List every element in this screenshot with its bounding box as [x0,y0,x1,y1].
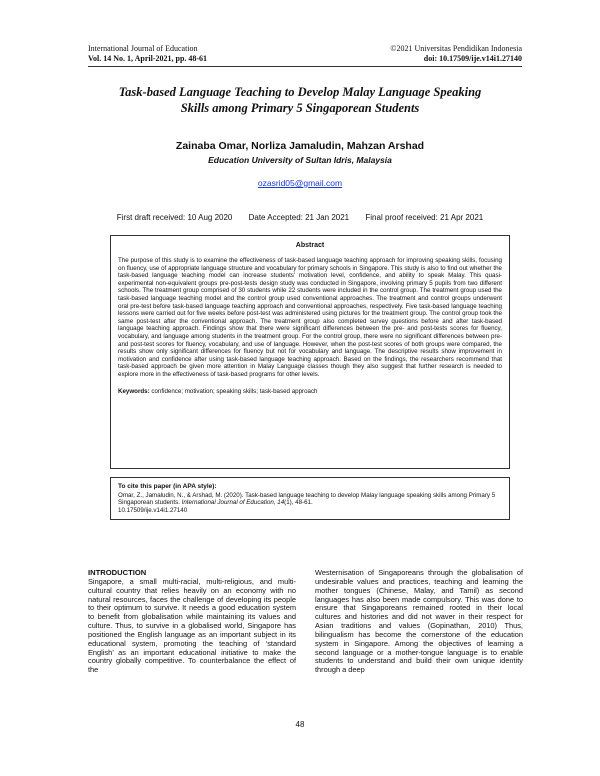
title-line-2: Skills among Primary 5 Singaporean Students [180,101,420,115]
keywords-label: Keywords: [118,387,150,395]
body-column-right [315,569,523,675]
page-number: 48 [295,720,305,729]
citation-box [110,477,510,520]
introduction-heading: INTRODUCTION [88,568,147,577]
journal-header-right [390,44,522,64]
affiliation: Education University of Sultan Idris, Malaysia [208,155,392,165]
citation-body: Omar, Z., Jamaludin, N., & Arshad, M. (2020). Task-based language teaching to develop Malay language speaking skills among Primary 5 Singaporean students. [118,492,496,507]
header-divider [88,66,522,67]
journal-volume: Vol. 14 No. 1, April-2021, pp. 48-61 [88,54,208,63]
introduction-paragraph-left: Singapore, a small multi-racial, multi-religious, and multi-cultural country that relies heavily on an economy with no natural resources, faces the challenge of developing its people to their optimum to survive. It needs a good education system to benefit from globalisation while maintaining its values and culture. Thus, to survive in a globalised world, Singapore has positioned the English language as an important subject in its educational system, promoting the teaching of ‘standard English’ as an important educational initiative to make the country globally competitive. To counterbalance the effect of the [88,576,296,675]
citation-issue: (1), 48-61. [284,499,313,507]
doi: doi: 10.17509/ije.v14i1.27140 [423,54,522,63]
first-draft-date: First draft received: 10 Aug 2020 [116,213,233,222]
email-link[interactable]: ozasrid05@gmail.com [257,178,343,188]
abstract-box [110,235,510,469]
journal-name: International Journal of Education [88,44,198,53]
citation-journal: International Journal of Education, 14 [181,499,285,507]
submission-dates [70,213,530,222]
citation-text [118,492,502,514]
introduction-paragraph-right: Westernisation of Singaporeans through the globalisation of undesirable values and practices, teaching and learning the mother tongues (Chinese, Malay, and Tamil) as second languages has also been made compulsory. This was done to ensure that Singaporeans remained rooted in their local cultures and histories and did not waver in their respect for Asian traditions and values (Gopinathan, 2010) Thus, bilingualism has become the cornerstone of the education system in Singapore. Among the objectives of learning a second language or a mother-tongue language is to enable students to understand and build their own unique identity through a deep [315,568,523,675]
abstract-text: The purpose of this study is to examine the effectiveness of task-based language teaching approach for improving speaking skills, focusing on fluency, use of appropriate language structure and vocabulary for primary schools in Singapore. This study is also to find out whether the task-based language teaching model can increase students' motivation level, confidence, and ability to speak Malay. This quasi-experimental non-equivalent groups pre-post-tests design study was conducted in Singapore, involving primary 5 pupils from two different schools. The treatment group comprised of 30 students while 22 students were included in the control group. The treatment group used the task-based language teaching model and the control group used conventional approaches. The treatment and control groups underwent oral pre-test before task-based language teaching approach and conventional approaches, respectively. Five task-based language teaching lessons were carried out for five weeks before post-test was administered using pictures for the treatment group. The control group took the same post-test after the conventional approach. The treatment group also completed survey questions before and after task-based language teaching approach. Findings show that there were significant differences between the pre- and post-tests scores for fluency, vocabulary, and language among students in the treatment group. For the control group, there were no significant differences between pre- and post-test scores for fluency, vocabulary, and use of language. However, when the post-test scores of both groups were compared, the results show only significant differences for fluency but not for vocabulary and language. The descriptive results show improvement in motivation and confidence after using task-based language teaching approach. Based on the findings, the researchers recommend that task-based approach be given more attention in Malay Language classes though they also suggest that further research is needed to explore more in the effectiveness of task-based programs for other levels. [118,257,502,378]
citation-doi[interactable]: 10.17509/ije.v14i1.27140 [118,506,188,514]
keywords [118,388,502,396]
abstract-heading: Abstract [295,242,325,249]
accepted-date: Date Accepted: 21 Jan 2021 [248,213,350,222]
copyright: ©2021 Universitas Pendidikan Indonesia [390,44,522,53]
final-proof-date: Final proof received: 21 Apr 2021 [365,213,484,222]
journal-header-left [88,44,207,64]
citation-heading: To cite this paper (in APA style): [118,483,217,490]
title-line-1: Task-based Language Teaching to Develop Malay Language Speaking [118,85,482,99]
body-column-left [88,569,296,675]
authors: Zainaba Omar, Norliza Jamaludin, Mahzan Arshad [175,140,425,152]
paper-title [70,84,530,116]
keywords-list: confidence; motivation; speaking skills; task-based approach [151,387,318,395]
